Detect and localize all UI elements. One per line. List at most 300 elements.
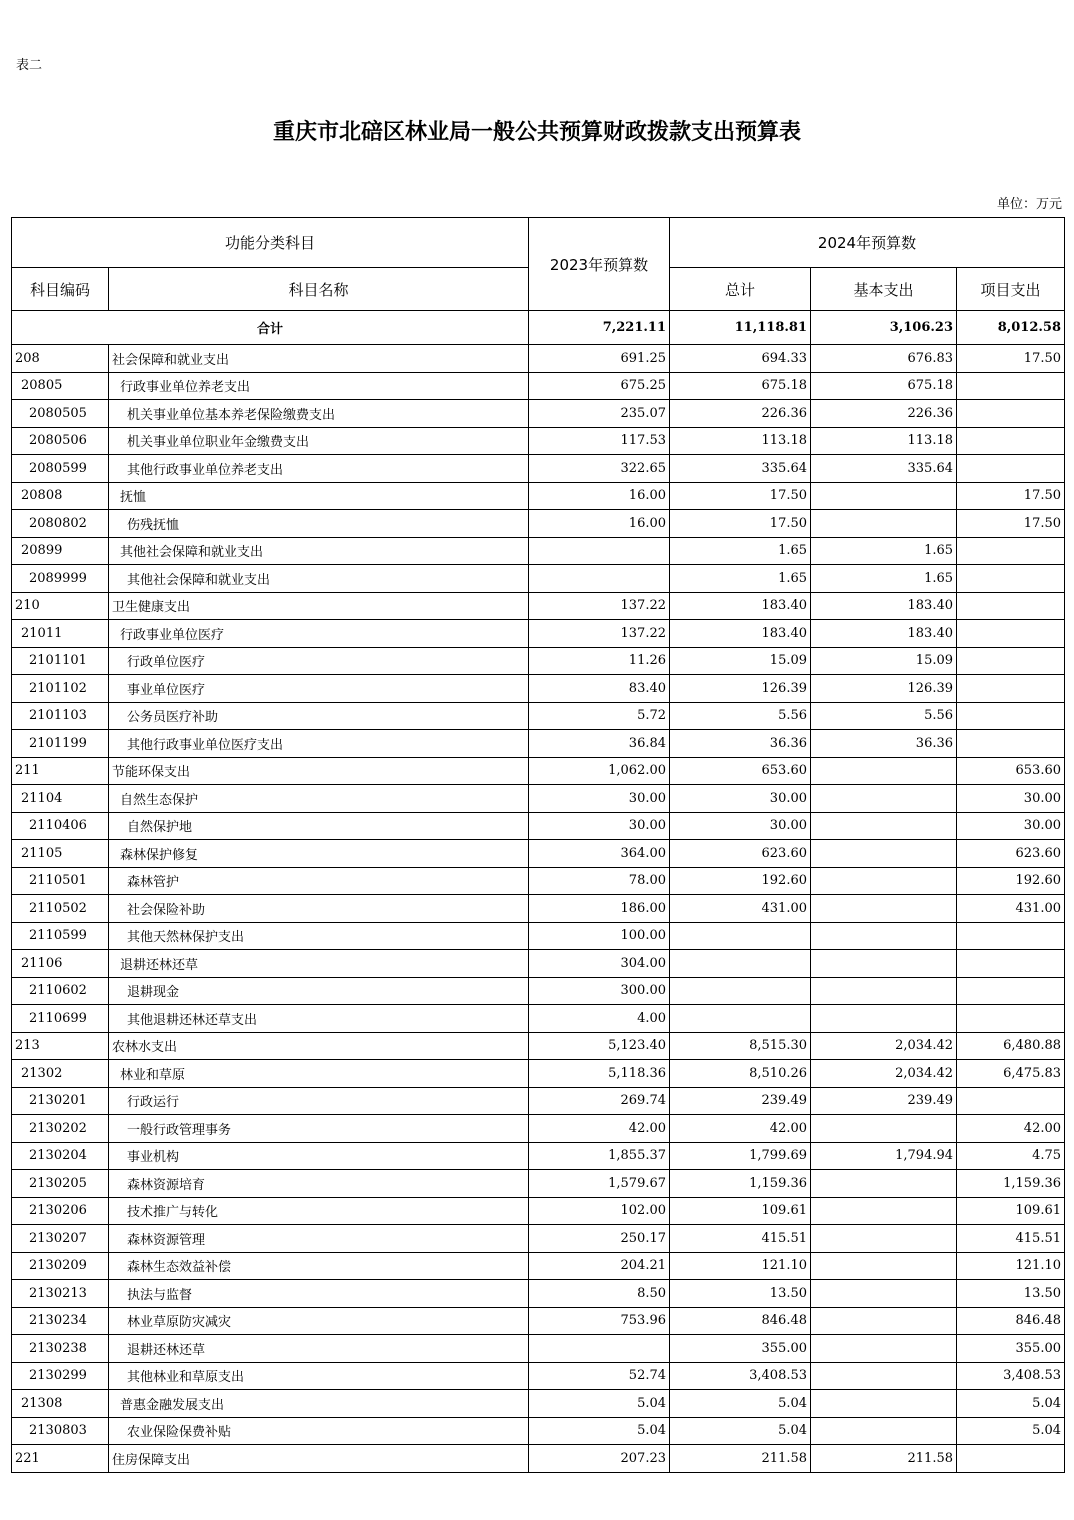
header-2024-budget: 2024年预算数 — [670, 218, 1065, 268]
row-2024-basic — [811, 922, 957, 950]
row-code-text: 2080599 — [29, 460, 87, 476]
row-2024-project — [957, 427, 1065, 455]
row-name-text: 抚恤 — [120, 490, 147, 506]
row-2023-budget: 300.00 — [529, 977, 670, 1005]
row-name-text: 自然保护地 — [127, 820, 193, 836]
table-row — [12, 1335, 1065, 1363]
table-row — [12, 1032, 1065, 1060]
row-code-text: 2130803 — [29, 1423, 87, 1439]
row-2024-basic — [811, 1417, 957, 1445]
row-2023-budget — [529, 565, 670, 593]
row-code-text: 2089999 — [29, 570, 87, 586]
row-2024-total: 5.56 — [670, 702, 811, 730]
row-code-text: 2110602 — [29, 983, 87, 999]
row-code — [12, 785, 109, 813]
row-name — [109, 730, 529, 758]
row-name — [109, 1115, 529, 1143]
row-code-text: 2130299 — [29, 1368, 87, 1384]
row-2024-basic — [811, 1115, 957, 1143]
row-2024-project — [957, 400, 1065, 428]
header-basic: 基本支出 — [811, 268, 957, 311]
row-code-text: 21106 — [21, 955, 63, 971]
row-2023-budget — [529, 1335, 670, 1363]
table-row — [12, 1115, 1065, 1143]
row-code-text: 2101101 — [29, 653, 87, 669]
row-2024-basic: 113.18 — [811, 427, 957, 455]
row-2024-basic: 183.40 — [811, 592, 957, 620]
row-2024-basic — [811, 840, 957, 868]
table-row — [12, 1252, 1065, 1280]
row-code — [12, 1335, 109, 1363]
row-2024-project: 6,475.83 — [957, 1060, 1065, 1088]
row-2024-basic — [811, 1005, 957, 1033]
row-name — [109, 702, 529, 730]
row-code — [12, 977, 109, 1005]
table-row — [12, 1445, 1065, 1473]
row-2024-total: 415.51 — [670, 1225, 811, 1253]
row-2024-total: 8,515.30 — [670, 1032, 811, 1060]
row-2024-basic — [811, 1362, 957, 1390]
row-name — [109, 620, 529, 648]
table-row — [12, 757, 1065, 785]
row-2024-basic: 1.65 — [811, 537, 957, 565]
row-code-text: 2101103 — [29, 708, 87, 724]
table-row — [12, 977, 1065, 1005]
row-2024-total — [670, 950, 811, 978]
row-2024-total: 1,159.36 — [670, 1170, 811, 1198]
row-2024-project — [957, 537, 1065, 565]
row-name — [109, 1362, 529, 1390]
header-project: 项目支出 — [957, 268, 1065, 311]
row-2024-total: 15.09 — [670, 647, 811, 675]
row-2024-total: 17.50 — [670, 482, 811, 510]
row-name — [109, 537, 529, 565]
row-2024-basic — [811, 1197, 957, 1225]
row-2024-total: 30.00 — [670, 785, 811, 813]
row-2023-budget: 675.25 — [529, 372, 670, 400]
table-row — [12, 1170, 1065, 1198]
row-2024-project: 42.00 — [957, 1115, 1065, 1143]
row-2023-budget: 1,855.37 — [529, 1142, 670, 1170]
row-2023-budget: 269.74 — [529, 1087, 670, 1115]
row-2024-project: 4.75 — [957, 1142, 1065, 1170]
page-title: 重庆市北碚区林业局一般公共预算财政拨款支出预算表 — [272, 119, 801, 145]
row-code — [12, 895, 109, 923]
row-2024-basic — [811, 1335, 957, 1363]
row-code-text: 2130202 — [29, 1120, 87, 1136]
row-name-text: 退耕还林还草 — [127, 1342, 206, 1358]
row-name — [109, 1445, 529, 1473]
table-row — [12, 730, 1065, 758]
row-code — [12, 1087, 109, 1115]
row-2024-project — [957, 977, 1065, 1005]
row-code — [12, 1197, 109, 1225]
row-code-text: 21104 — [21, 790, 63, 806]
table-row — [12, 1142, 1065, 1170]
row-name — [109, 1142, 529, 1170]
row-name-text: 其他行政事业单位医疗支出 — [127, 737, 284, 753]
row-code — [12, 1032, 109, 1060]
row-code-text: 211 — [15, 763, 40, 779]
row-2024-total: 13.50 — [670, 1280, 811, 1308]
row-name — [109, 1197, 529, 1225]
row-name — [109, 977, 529, 1005]
row-code-text: 2080802 — [29, 515, 87, 531]
row-2024-basic — [811, 950, 957, 978]
row-2024-project — [957, 1087, 1065, 1115]
row-2024-total: 30.00 — [670, 812, 811, 840]
row-2023-budget: 5.04 — [529, 1417, 670, 1445]
table-body — [12, 311, 1065, 1473]
table-row — [12, 675, 1065, 703]
row-2024-project: 6,480.88 — [957, 1032, 1065, 1060]
row-code-text: 20808 — [21, 488, 63, 504]
row-2024-total: 653.60 — [670, 757, 811, 785]
row-2024-basic — [811, 1225, 957, 1253]
row-name — [109, 1225, 529, 1253]
row-2024-total — [670, 922, 811, 950]
row-2024-total: 3,408.53 — [670, 1362, 811, 1390]
row-2024-basic: 239.49 — [811, 1087, 957, 1115]
row-2024-basic: 36.36 — [811, 730, 957, 758]
row-2023-budget: 304.00 — [529, 950, 670, 978]
header-total: 总计 — [670, 268, 811, 311]
row-name-text: 森林资源管理 — [127, 1232, 206, 1248]
row-code — [12, 427, 109, 455]
row-2024-project: 355.00 — [957, 1335, 1065, 1363]
row-2024-total: 183.40 — [670, 620, 811, 648]
row-code-text: 2110699 — [29, 1010, 87, 1026]
row-code-text: 2130206 — [29, 1203, 87, 1219]
row-code — [12, 345, 109, 373]
row-2024-basic — [811, 867, 957, 895]
row-name — [109, 1280, 529, 1308]
row-2024-basic: 335.64 — [811, 455, 957, 483]
table-row — [12, 400, 1065, 428]
row-code-text: 2101102 — [29, 680, 87, 696]
row-code — [12, 675, 109, 703]
row-code-text: 2130205 — [29, 1175, 87, 1191]
row-2023-budget: 4.00 — [529, 1005, 670, 1033]
row-name — [109, 895, 529, 923]
row-2023-budget: 42.00 — [529, 1115, 670, 1143]
row-2024-basic: 211.58 — [811, 1445, 957, 1473]
unit-label: 单位：万元 — [996, 197, 1062, 212]
row-name-text: 其他退耕还林还草支出 — [127, 1012, 258, 1028]
row-2023-budget: 186.00 — [529, 895, 670, 923]
table-row — [12, 1417, 1065, 1445]
row-code — [12, 730, 109, 758]
row-2024-basic: 183.40 — [811, 620, 957, 648]
table-row — [12, 1087, 1065, 1115]
row-code — [12, 950, 109, 978]
row-name — [109, 647, 529, 675]
row-code — [12, 1280, 109, 1308]
row-code — [12, 565, 109, 593]
row-2024-basic — [811, 785, 957, 813]
row-2024-total: 335.64 — [670, 455, 811, 483]
row-2023-budget: 691.25 — [529, 345, 670, 373]
row-name-text: 一般行政管理事务 — [127, 1122, 232, 1138]
row-2024-basic: 1.65 — [811, 565, 957, 593]
row-code-text: 2101199 — [29, 735, 87, 751]
row-code-text: 213 — [15, 1038, 40, 1054]
budget-table — [11, 217, 1065, 1473]
row-2024-basic: 676.83 — [811, 345, 957, 373]
row-code — [12, 1170, 109, 1198]
row-2024-basic — [811, 482, 957, 510]
row-2024-basic: 15.09 — [811, 647, 957, 675]
row-name-text: 森林管护 — [127, 875, 180, 891]
row-code — [12, 1142, 109, 1170]
row-code — [12, 537, 109, 565]
row-2024-total — [670, 1005, 811, 1033]
row-2024-project: 17.50 — [957, 482, 1065, 510]
row-name — [109, 1390, 529, 1418]
row-2024-project — [957, 565, 1065, 593]
row-2024-basic — [811, 1252, 957, 1280]
row-2024-project — [957, 1445, 1065, 1473]
table-row — [12, 647, 1065, 675]
row-2023-budget: 100.00 — [529, 922, 670, 950]
row-2024-project — [957, 1005, 1065, 1033]
row-name — [109, 455, 529, 483]
table-row — [12, 1005, 1065, 1033]
row-2023-budget: 30.00 — [529, 812, 670, 840]
table-row — [12, 455, 1065, 483]
row-code-text: 210 — [15, 598, 40, 614]
total-label: 合计 — [12, 311, 529, 345]
row-code-text: 2110501 — [29, 873, 87, 889]
row-code-text: 21302 — [21, 1065, 63, 1081]
row-2024-project: 623.60 — [957, 840, 1065, 868]
table-row — [12, 840, 1065, 868]
row-name-text: 其他社会保障和就业支出 — [120, 545, 264, 561]
table-row — [12, 482, 1065, 510]
row-code — [12, 1225, 109, 1253]
row-code — [12, 702, 109, 730]
row-code-text: 2080506 — [29, 433, 87, 449]
row-2023-budget: 5,123.40 — [529, 1032, 670, 1060]
row-2024-project — [957, 592, 1065, 620]
row-name-text: 其他社会保障和就业支出 — [127, 572, 271, 588]
row-code — [12, 867, 109, 895]
row-code — [12, 647, 109, 675]
row-name — [109, 922, 529, 950]
header-functional-category: 功能分类科目 — [12, 218, 529, 268]
row-2023-budget: 753.96 — [529, 1307, 670, 1335]
row-name-text: 事业机构 — [127, 1150, 180, 1166]
row-code — [12, 757, 109, 785]
row-name — [109, 1335, 529, 1363]
row-2024-project — [957, 675, 1065, 703]
row-2024-project: 121.10 — [957, 1252, 1065, 1280]
row-2023-budget: 117.53 — [529, 427, 670, 455]
row-code-text: 2080505 — [29, 405, 87, 421]
table-row — [12, 1060, 1065, 1088]
row-name — [109, 1417, 529, 1445]
total-2024-total: 11,118.81 — [670, 311, 811, 345]
row-name-text: 伤残抚恤 — [127, 517, 180, 533]
row-name-text: 事业单位医疗 — [127, 682, 206, 698]
row-name-text: 农林水支出 — [112, 1040, 178, 1056]
row-name — [109, 400, 529, 428]
row-2024-total: 121.10 — [670, 1252, 811, 1280]
row-name-text: 住房保障支出 — [112, 1452, 191, 1468]
total-2024-basic: 3,106.23 — [811, 311, 957, 345]
row-2024-project — [957, 647, 1065, 675]
row-name — [109, 427, 529, 455]
row-code — [12, 620, 109, 648]
row-name — [109, 785, 529, 813]
row-2023-budget: 5.72 — [529, 702, 670, 730]
row-2023-budget: 137.22 — [529, 592, 670, 620]
row-2023-budget: 83.40 — [529, 675, 670, 703]
header-code: 科目编码 — [12, 268, 109, 311]
row-2024-basic: 1,794.94 — [811, 1142, 957, 1170]
row-name-text: 森林生态效益补偿 — [127, 1260, 232, 1276]
row-name-text: 其他天然林保护支出 — [127, 930, 245, 946]
row-2024-total: 109.61 — [670, 1197, 811, 1225]
row-name-text: 退耕现金 — [127, 985, 180, 1001]
row-2024-total: 8,510.26 — [670, 1060, 811, 1088]
row-2024-total: 211.58 — [670, 1445, 811, 1473]
row-code — [12, 400, 109, 428]
row-code — [12, 1362, 109, 1390]
row-name-text: 普惠金融发展支出 — [120, 1397, 225, 1413]
row-code — [12, 1115, 109, 1143]
row-code-text: 221 — [15, 1450, 40, 1466]
row-code-text: 208 — [15, 350, 40, 366]
row-2024-basic: 126.39 — [811, 675, 957, 703]
row-code-text: 21011 — [21, 625, 63, 641]
row-code-text: 2130213 — [29, 1285, 87, 1301]
row-2024-total: 42.00 — [670, 1115, 811, 1143]
table-row — [12, 702, 1065, 730]
row-name — [109, 510, 529, 538]
table-row — [12, 1197, 1065, 1225]
row-2024-project: 17.50 — [957, 510, 1065, 538]
row-2024-total: 192.60 — [670, 867, 811, 895]
row-2024-project — [957, 620, 1065, 648]
row-name-text: 林业和草原 — [120, 1067, 186, 1083]
row-name-text: 执法与监督 — [127, 1287, 193, 1303]
row-2023-budget: 137.22 — [529, 620, 670, 648]
row-name-text: 自然生态保护 — [120, 792, 199, 808]
row-2023-budget: 1,579.67 — [529, 1170, 670, 1198]
row-2023-budget: 364.00 — [529, 840, 670, 868]
row-2024-project: 846.48 — [957, 1307, 1065, 1335]
row-2023-budget: 30.00 — [529, 785, 670, 813]
row-2024-total: 239.49 — [670, 1087, 811, 1115]
row-name — [109, 950, 529, 978]
row-2024-total: 846.48 — [670, 1307, 811, 1335]
row-code — [12, 1307, 109, 1335]
table-row — [12, 537, 1065, 565]
row-code-text: 21308 — [21, 1395, 63, 1411]
table-row — [12, 922, 1065, 950]
row-name — [109, 812, 529, 840]
header-name: 科目名称 — [109, 268, 529, 311]
row-name-text: 机关事业单位职业年金缴费支出 — [127, 435, 310, 451]
row-code-text: 2130201 — [29, 1093, 87, 1109]
row-2023-budget: 204.21 — [529, 1252, 670, 1280]
row-2024-project: 109.61 — [957, 1197, 1065, 1225]
total-row — [12, 311, 1065, 345]
table-row — [12, 510, 1065, 538]
table-row — [12, 427, 1065, 455]
row-name — [109, 565, 529, 593]
row-2024-total: 355.00 — [670, 1335, 811, 1363]
row-2024-total: 126.39 — [670, 675, 811, 703]
row-2024-project: 17.50 — [957, 345, 1065, 373]
row-2024-project: 30.00 — [957, 812, 1065, 840]
row-2023-budget: 78.00 — [529, 867, 670, 895]
row-2024-project — [957, 455, 1065, 483]
row-code-text: 20805 — [21, 378, 63, 394]
row-name — [109, 1032, 529, 1060]
row-name — [109, 1170, 529, 1198]
table-row — [12, 1362, 1065, 1390]
row-code-text: 2130209 — [29, 1258, 87, 1274]
row-2023-budget: 11.26 — [529, 647, 670, 675]
table-row — [12, 345, 1065, 373]
row-2023-budget: 5.04 — [529, 1390, 670, 1418]
row-code — [12, 812, 109, 840]
row-code-text: 2110406 — [29, 818, 87, 834]
row-2024-total — [670, 977, 811, 1005]
row-2024-basic: 2,034.42 — [811, 1060, 957, 1088]
row-name — [109, 1087, 529, 1115]
row-2024-project: 5.04 — [957, 1390, 1065, 1418]
row-code — [12, 1060, 109, 1088]
row-name-text: 社会保障和就业支出 — [112, 352, 230, 368]
row-code-text: 2110502 — [29, 900, 87, 916]
row-name-text: 节能环保支出 — [112, 765, 191, 781]
row-2024-total: 5.04 — [670, 1390, 811, 1418]
row-2023-budget: 36.84 — [529, 730, 670, 758]
row-2024-basic — [811, 895, 957, 923]
row-2024-project: 3,408.53 — [957, 1362, 1065, 1390]
row-code — [12, 1005, 109, 1033]
row-2024-total: 36.36 — [670, 730, 811, 758]
table-row — [12, 785, 1065, 813]
table-row — [12, 1280, 1065, 1308]
row-2023-budget: 250.17 — [529, 1225, 670, 1253]
table-row — [12, 592, 1065, 620]
row-2024-total: 675.18 — [670, 372, 811, 400]
row-2024-project: 1,159.36 — [957, 1170, 1065, 1198]
row-name-text: 行政运行 — [127, 1095, 180, 1111]
table-row — [12, 867, 1065, 895]
row-name-text: 行政单位医疗 — [127, 655, 206, 671]
row-2023-budget: 16.00 — [529, 482, 670, 510]
row-2023-budget: 102.00 — [529, 1197, 670, 1225]
table-row — [12, 372, 1065, 400]
row-2023-budget: 235.07 — [529, 400, 670, 428]
row-name — [109, 867, 529, 895]
row-name — [109, 1060, 529, 1088]
row-code — [12, 510, 109, 538]
row-name — [109, 1252, 529, 1280]
table-row — [12, 1390, 1065, 1418]
row-code — [12, 1252, 109, 1280]
row-code-text: 2110599 — [29, 928, 87, 944]
row-2024-project: 431.00 — [957, 895, 1065, 923]
row-name — [109, 345, 529, 373]
row-name — [109, 1005, 529, 1033]
row-2024-project — [957, 372, 1065, 400]
